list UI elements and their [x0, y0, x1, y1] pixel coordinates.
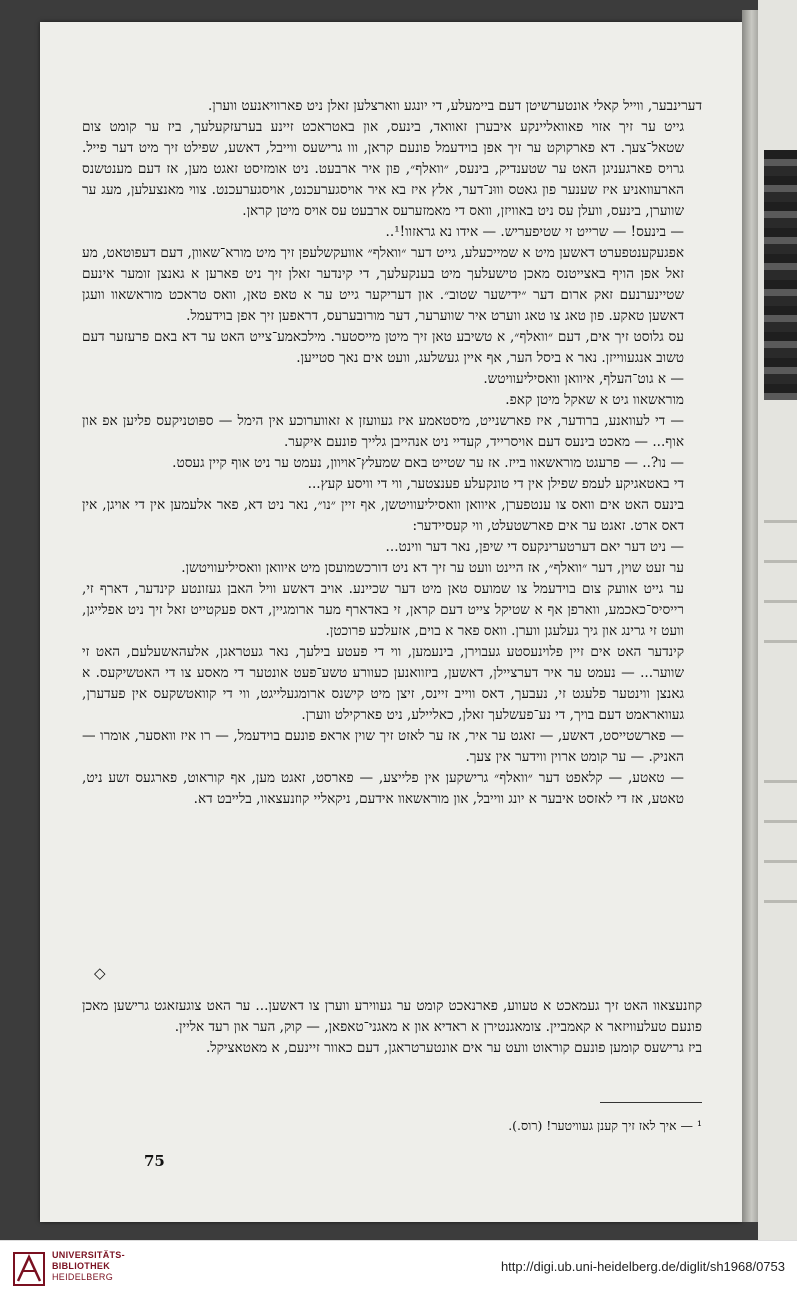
paragraph: — טאטע, — קלאפט דער ״וואלף״ גרישקען אין פלייצע, — פארסט, זאגט מען, אף קוראוט, פארגעס זשע ניט, טאטע, אז די לאזסט איבער א יונג ווייבל, און מוראשאוו אידעם, ניקאליי קוזנעצאוו, בלייבט דא.: [82, 770, 684, 807]
logo-line: HEIDELBERG: [52, 1272, 114, 1282]
main-text: [82, 96, 702, 810]
book-gutter: [742, 10, 758, 1222]
paragraph: קוזנעצאוו האט זיך געמאכט א טעווע, פארנאכט קומט ער געווירע ווערן צו דאשען... ער האט צוגעזאגט גרישען מאכן פונעם טעלעוויזאר א קאמביין. צומאגנטירן א ראדיא און א מאגני־טאפאן, — קוק, הער און רעד אליין.: [82, 998, 702, 1035]
paragraph: קינדער האט אים זיין פלוינעסטע געבוירן, בינעמען, ווי די פעטע בילעך, נאר געטראגן, אלעהאשעלעם, האט זי שווער... — נעמט ער איר דערציילן, דאשען, ביזוואנען כעוורע טשע־פעט אונטער די מאסע צו די האטשיקעס. א גאנצן ווינטער פלעגט זי, נעבעך, דאס ווייב זיינס, זיצן מיט קישנס ארומגעלייגט, ווי די קוואטשקעס אין פעדערן, געוואראמט דעם בויך, די נע־פעשלעך זאלן, כאליילע, ניט פארקילט ווערן.: [82, 644, 684, 723]
logo-line: BIBLIOTHEK: [52, 1261, 110, 1271]
footnote-rule: [600, 1102, 702, 1103]
paragraph: גייט ער זיך אזוי פאוואליינקע איבערן זאוואד, בינעס, און באטראכט זיינע בערעזקעלעך, ביז ער קומט צום שטאל־צעך. דא פארקוקט ער זיך אפן בוידעמל פונעם קראן, ווו גרישעס ווייבל, דאשע, שפילט זיך מיט דער פייל. גרויס פארגעניגן האט ער שטענדיק, בינעס, ״וואלף״, פון איר ארבעט. ניט אומזיסט זאגט מען, אז דעם מענטשנס הארעוואניע איז שענער פון גאטס וווּנ־דער, אלץ איז בא איר אויסגערעכנט, אויסגערעכנט. צווי מאנצעלען, מעג ער שווערן, בינעס, וועלן עס ניט באוויזן, וואס די מאמזערעס ארבעט עס אויס מיטן קראן.: [82, 119, 684, 219]
paragraph: — ניט דער יאם דערטערינקעס די שיפן, נאר דער ווינט...: [385, 539, 684, 555]
paragraph: ער זעט שוין, דער ״וואלף״, אז היינט וועט ער זיך דא ניט דורכשמועסן מיט איוואן וואסיליעוויטשן.: [181, 560, 684, 576]
university-logo-text[interactable]: [52, 1250, 125, 1283]
permalink-url[interactable]: http://digi.ub.uni-heidelberg.de/diglit/sh1968/0753: [500, 1259, 785, 1274]
adjacent-page-text-fragment: [764, 860, 797, 863]
paragraph: — א גוט־העלף, איוואן וואסיליעוויטש.: [483, 371, 684, 387]
page-number: 75: [144, 1152, 165, 1170]
section-break-diamond-icon: ◇: [94, 964, 106, 982]
logo-line: UNIVERSITÄTS-: [52, 1250, 125, 1260]
adjacent-page-text-fragment: [764, 780, 797, 783]
paragraph: — בינעס! — שרייט זי שטיפעריש. — אידו נא גראזוו!¹..: [385, 224, 684, 240]
university-logo-icon[interactable]: [12, 1251, 46, 1287]
viewer-footer: [0, 1240, 797, 1297]
section-two-text: [82, 996, 702, 1059]
paragraph: — פארשטייסט, דאשע, — זאגט ער איר, אז ער לאזט זיך שוין אראפ פונעם בוידעמל, — רו איז וואסער, אומרו —האניק. — ער קומט ארוין ווידער אין צעך.: [82, 728, 684, 765]
paragraph: בינעס האט אים וואס צו ענטפערן, איוואן וואסיליעוויטשן, אף זיין ״נו״, נאר ניט דא, פאר אלעמען אין די אויגן, אין דאס ארט. זאגט ער אים פארשטעלט, ווי קעסיידער:: [82, 497, 684, 534]
footnote: ¹ — איך לאז זיך קענן געוויטער! (רוס.).: [508, 1118, 702, 1133]
paragraph: מוראשאוו גיט א שאקל מיטן קאפ.: [505, 392, 684, 408]
adjacent-page-text-fragment: [764, 520, 797, 523]
adjacent-page-text-fragment: [764, 820, 797, 823]
adjacent-page-text-fragment: [764, 640, 797, 643]
adjacent-page-text-fragment: [764, 900, 797, 903]
adjacent-page-text-fragment: [764, 560, 797, 563]
paragraph: ער גייט אוועק צום בוידעמל צו שמועס טאן מיט דער שכיינע. אויב דאשע וויל האבן געזונטע קינדער, דארף זי, רייסיס־כאכמע, ווארפן אף א שטיקל צייט דעם קראן, זי באדארף מער ארומגיין, דאס פעקטייט זאל זיך ניט אפלייגן, וועט זי גרינג און גיך געלעגן ווערן. וואס פאר א בוים, אזעלכע פרוכטן.: [82, 581, 684, 639]
paragraph: — די לעוואנע, ברודער, איז פארשנייט, מיסטאמע איז געוועזן א זאווערוכע אין הימל — ספּוטניקעס פליען אפ און אוף... — מאכט בינעס דעם אויסרייד, קעדיי ניט אנהייבן גלייך פונעם איקער.: [82, 413, 684, 450]
paragraph: — נו?.. — פרעגט מוראשאוו בייז. אז ער שטייט באם שמעלץ־אויוון, נעמט ער ניט אוף קיין געסט.: [172, 455, 684, 471]
paragraph: אפגעקענטפערט דאשען מיט א שמייכעלע, גייט דער ״וואלף״ אוועקשלעפן זיך מיט מורא־שאוון, דעם דעפוטאט, מע זאל אפן הויף באצייטנס מאכן טישעלעך מיט בענקעלעך, די קינדער זאלן זיך ניט פארען א גאנצן זומער אינעם שטיינערנעם זאק ארום דער ״ידישער שטוב״. און דעריקער גייט ער א טאפ טאן, וואס טראכט מוראשאוו וועגן דאשען טאקע. פון טאג צו טאג ווערט איר שווערער, דער מורובערעס, דראפען זיך אפן בוידעמל.: [82, 245, 684, 324]
paragraph: עס גלוסט זיך אים, דעם ״וואלף״, א טשיבע טאן זיך מיטן מייסטער. מילכאמע־צייט האט ער דא באם פרעזער דעם טשוב אנגעווייזן. נאר א ביסל הער, אף איין געשלעג, וועט אים נאך סטייען.: [82, 329, 684, 366]
paragraph: ביז גרישעס קומען פונעם קוראוט וועט ער אים אונטערטראגן, דעם כאוור זיינעם, א מאטאציקל.: [205, 1040, 702, 1056]
paragraph: די באטאגיקע לעמפ שפילן אין די טונקעלע פענצטער, ווי די וויסע קעץ...: [307, 476, 684, 492]
adjacent-page-text-fragment: [764, 600, 797, 603]
adjacent-page: [758, 0, 797, 1240]
paragraph: דערינבער, ווייל קאלי אונטערשיטן דעם ביימעלע, די יונגע ווארצלען זאלן ניט פארוויאנעט ווערן.: [207, 98, 702, 114]
adjacent-page-photo: [764, 150, 797, 400]
